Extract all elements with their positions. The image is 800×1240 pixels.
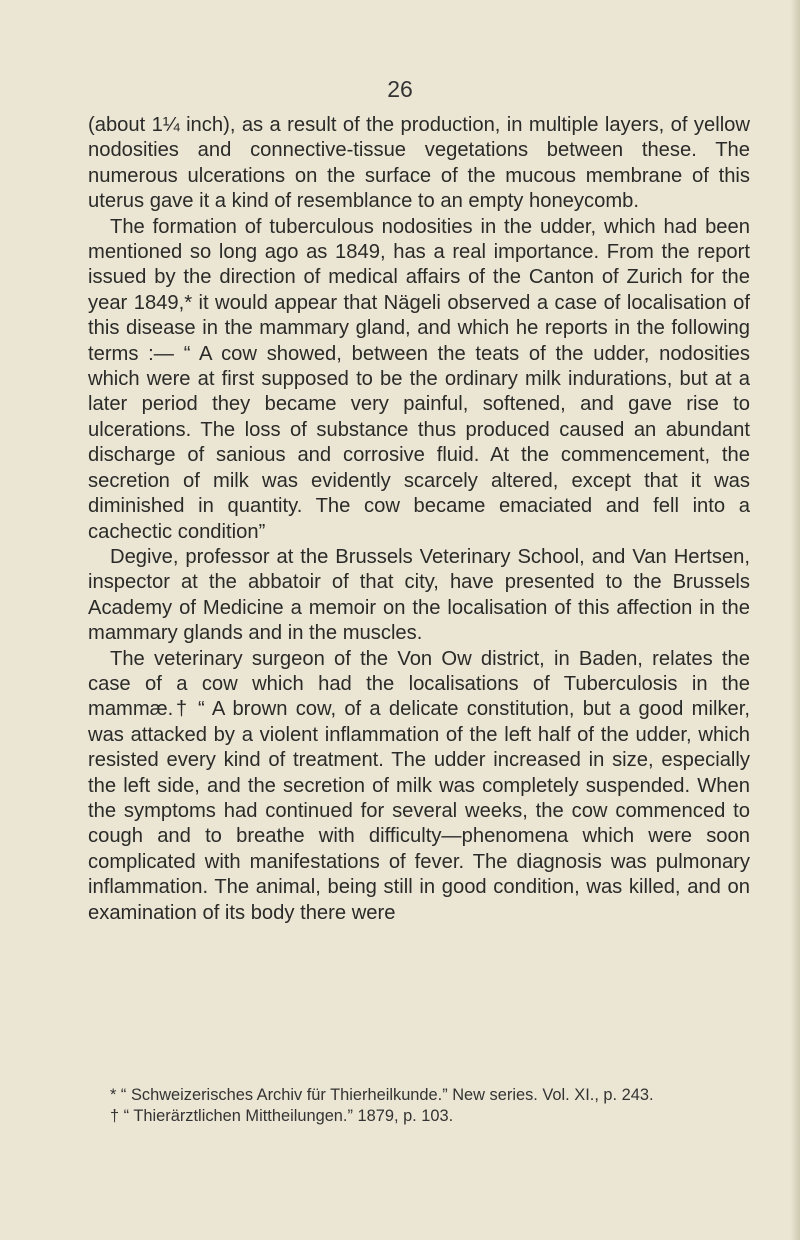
footnote: † “ Thierärztlichen Mittheilungen.” 1879, p. 103. — [110, 1107, 454, 1125]
paragraph: The formation of tuberculous nodosities in the udder, which had been mentioned so long ago as 1849, has a real importance. From the report issued by the direction of medical affairs of the Canton of Zurich for the year 1849,* it would appear that Nägeli observed a case of localisation of this disease in the mammary gland, and which he reports in the following terms :— “ A cow showed, between the teats of the udder, nodosities which were at first supposed to be the ordinary milk indurations, but at a later period they became very painful, softened, and gave rise to ulcerations. The loss of substance thus produced caused an abundant discharge of sanious and corrosive fluid. At the commencement, the secretion of milk was evidently scarcely altered, except that it was diminished in quantity. The cow became emaciated and fell into a cachectic condition” — [88, 215, 750, 543]
page-edge-shadow — [790, 0, 800, 1240]
footnotes — [88, 1085, 750, 1127]
paragraph: The veterinary surgeon of the Von Ow district, in Baden, relates the case of a cow which had the localisations of Tuberculosis in the mammæ.† “ A brown cow, of a delicate constitution, but a good milker, was attacked by a violent inflammation of the left half of the udder, which resisted every kind of treatment. The udder increased in size, especially the left side, and the secretion of milk was completely suspended. When the symptoms had continued for several weeks, the cow commenced to cough and to breathe with difficulty—phenomena which were soon complicated with manifestations of fever. The diagnosis was pulmonary inflammation. The animal, being still in good condition, was killed, and on examination of its body there were — [88, 647, 750, 924]
page-number: 26 — [387, 76, 413, 102]
paragraph: (about 1¼ inch), as a result of the production, in multiple layers, of yellow nodosities and connective-tissue vegetations between these. The numerous ulcerations on the surface of the mucous membrane of this uterus gave it a kind of resemblance to an empty honeycomb. — [88, 114, 750, 213]
footnote: * “ Schweizerisches Archiv für Thierheilkunde.” New series. Vol. XI., p. 243. — [110, 1086, 654, 1104]
body-text — [88, 113, 750, 926]
paragraph: Degive, professor at the Brussels Veterinary School, and Van Hertsen, inspector at the abbatoir of that city, have presented to the Brussels Academy of Medicine a memoir on the localisation of this affection in the mammary glands and in the muscles. — [88, 545, 750, 645]
